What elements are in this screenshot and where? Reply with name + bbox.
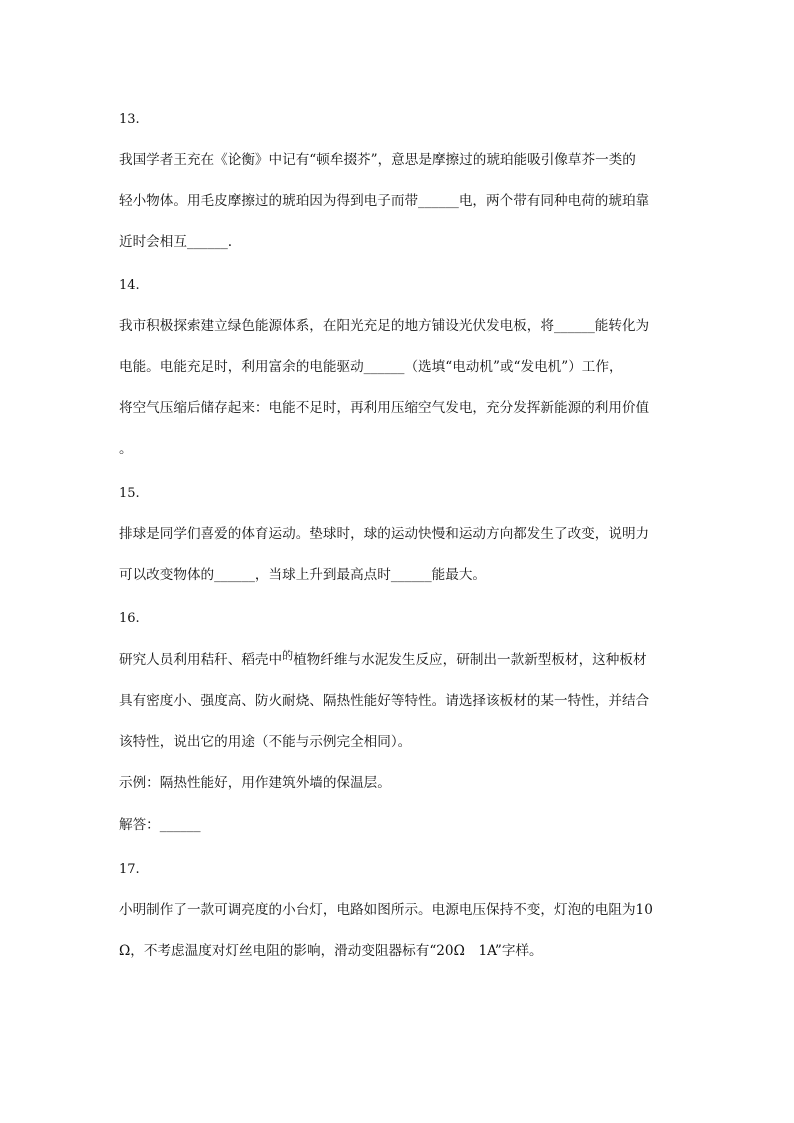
question-text-line: 近时会相互______. [119, 234, 233, 250]
question-text-line: 排球是同学们喜爱的体育运动。垫球时，球的运动快慢和运动方向都发生了改变，说明力 [119, 526, 650, 542]
question-text-line: 电能。电能充足时，利用富余的电能驱动______（选填“电动机”或“发电机”）工作， [119, 359, 623, 375]
question-text-line: 我市积极探索建立绿色能源体系，在阳光充足的地方铺设光伏发电板，将______能转化为 [119, 318, 650, 334]
question-number: 17. [119, 862, 140, 877]
question-number: 13. [119, 112, 140, 127]
question-text-line [119, 650, 647, 671]
question-text-line: 该特性，说出它的用途（不能与示例完全相同）。 [119, 734, 412, 750]
superscript-char: 的 [282, 649, 294, 662]
question-text-line: 可以改变物体的______，当球上升到最高点时______能最大。 [119, 567, 487, 583]
text-segment: 植物纤维与水泥发生反应，研制出一款新型板材，这种板材 [293, 652, 647, 668]
question-text-line: Ω，不考虑温度对灯丝电阻的影响，滑动变阻器标有“20Ω 1A”字样。 [119, 943, 543, 959]
question-text-line: 轻小物体。用毛皮摩擦过的琥珀因为得到电子而带______电，两个带有同种电荷的琥珀靠 [119, 193, 650, 209]
question-number: 15. [119, 486, 140, 501]
question-text-line: 。 [119, 441, 133, 457]
question-text-line: 具有密度小、强度高、防火耐烧、隔热性能好等特性。请选择该板材的某一特性，并结合 [119, 693, 650, 709]
question-number: 14. [119, 278, 140, 293]
text-segment: 研究人员利用秸秆、稻壳中 [119, 652, 283, 668]
question-text-line: 小明制作了一款可调亮度的小台灯，电路如图所示。电源电压保持不变，灯泡的电阻为10 [119, 902, 653, 918]
example-line: 示例：隔热性能好，用作建筑外墙的保温层。 [119, 775, 391, 791]
question-text-line: 将空气压缩后储存起来：电能不足时，再利用压缩空气发电，充分发挥新能源的利用价值 [119, 400, 650, 416]
question-text-line: 我国学者王充在《论衡》中记有“顿牟掇芥”，意思是摩擦过的琥珀能吸引像草芥一类的 [119, 152, 636, 168]
answer-line: 解答：______ [119, 817, 201, 833]
question-number: 16. [119, 611, 140, 626]
